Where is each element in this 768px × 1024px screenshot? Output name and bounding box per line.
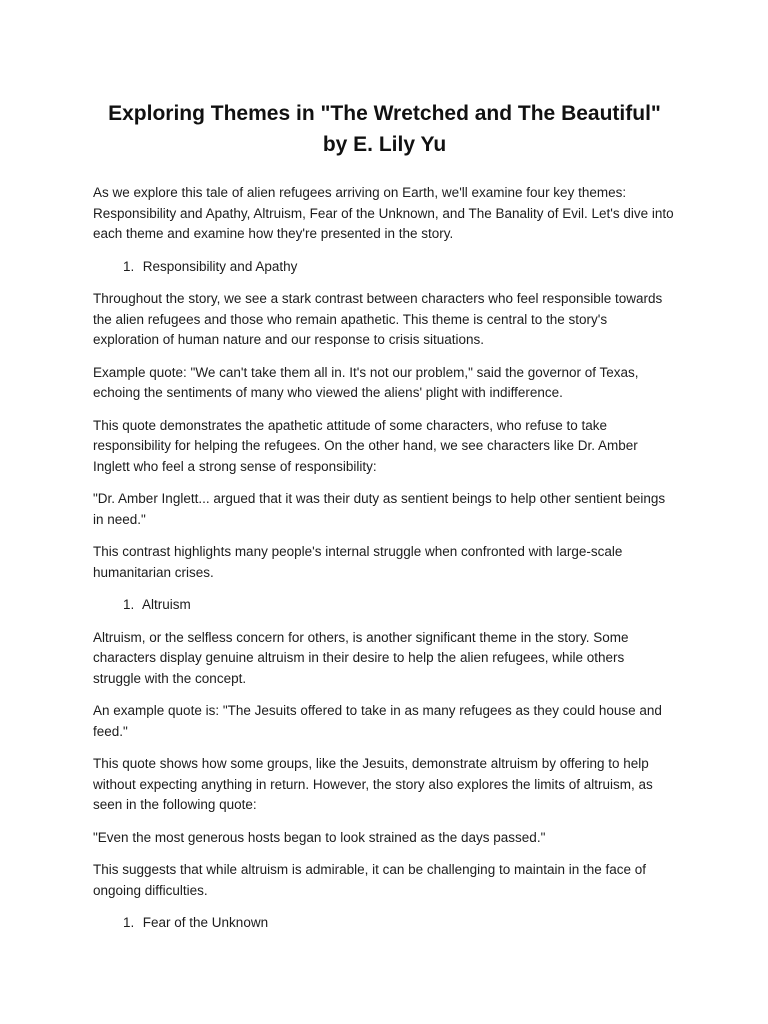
section-heading-responsibility [93,257,676,278]
intro-paragraph: As we explore this tale of alien refugees arriving on Earth, we'll examine four key themes: Responsibility and Apathy, Altruism, Fear of the Unknown, and The Banality of Evil. Let's dive into each theme and examine how they're presented in the story. [93,185,674,241]
paragraph: Throughout the story, we see a stark contrast between characters who feel responsible towards the alien refugees and those who remain apathetic. This theme is central to the story's exploration of human nature and our response to crisis situations. [93,291,663,347]
paragraph: This quote demonstrates the apathetic attitude of some characters, who refuse to take responsibility for helping the refugees. On the other hand, we see characters like Dr. Amber Inglett who feel a strong sense of responsibility: [93,417,638,474]
paragraph: Altruism, or the selfless concern for others, is another significant theme in the story. Some characters display genuine altruism in their desire to help the alien refugees, while others struggle with the concept. [93,629,629,686]
quote-paragraph: An example quote is: "The Jesuits offered to take in as many refugees as they could house and feed." [93,703,662,739]
list-number: 1. [123,915,135,930]
paragraph: This quote shows how some groups, like the Jesuits, demonstrate altruism by offering to help without expecting anything in return. However, the story also explores the limits of altruism, as seen in the following quote: [93,756,653,812]
document-title: Exploring Themes in "The Wretched and The Beautiful" by E. Lily Yu [108,102,661,156]
list-number: 1. [123,597,135,612]
paragraph: This contrast highlights many people's internal struggle when confronted with large-scale humanitarian crises. [93,544,623,580]
quote-paragraph: "Dr. Amber Inglett... argued that it was their duty as sentient beings to help other sentient beings in need." [93,491,666,527]
quote-paragraph: Example quote: "We can't take them all in. It's not our problem," said the governor of Texas, echoing the sentiments of many who viewed the aliens' plight with indifference. [93,364,639,400]
section-heading-text: Responsibility and Apathy [142,258,298,274]
section-heading-fear-of-the-unknown [93,913,676,934]
paragraph: This suggests that while altruism is admirable, it can be challenging to maintain in the face of ongoing difficulties. [93,862,647,898]
section-heading-text: Fear of the Unknown [142,915,269,930]
section-heading-text: Altruism [142,597,191,612]
quote-paragraph: "Even the most generous hosts began to look strained as the days passed." [93,829,546,845]
section-heading-altruism [93,595,676,616]
list-number: 1. [123,258,135,274]
